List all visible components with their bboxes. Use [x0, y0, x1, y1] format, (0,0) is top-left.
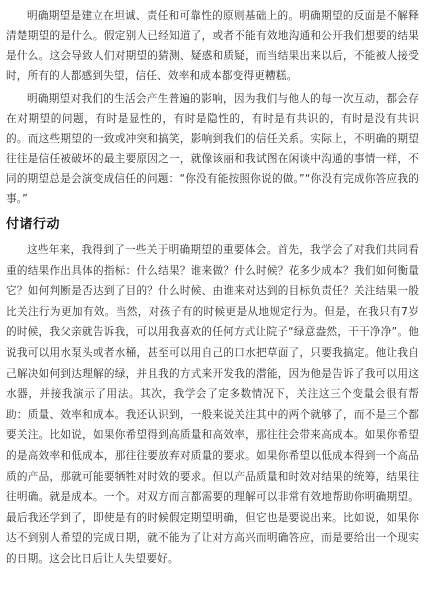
paragraph-2: 明确期望对我们的生活会产生普遍的影响，因为我们与他人的每一次互动，都会存在对期望的问题，有时是显性的，有时是隐性的，有时是有共识的，有时是没有共识的。而这些期望的一致或冲突和搞笑，影响到我们的信任关系。实际上，不明确的期望往往是信任被破坏的最主要原因之一，就像该丽和我试图在闲谈中沟通的事情一样，不同的期望总是会演变成信任的问题：“你没有能按照你说的做。”“你没有完成你答应我的事。” — [6, 93, 419, 205]
paragraph-1: 明确期望是建立在坦诚、责任和可靠性的原则基础上的。明确期望的反面是不解释清楚期望的是什么。假定别人已经知道了，或者不能有效地沟通和公开我们想要的结果是什么。这会导致人们对期望的猜测、疑惑和质疑，而当结果出来以后，不能被人接受时，所有的人都感到失望，信任、效率和成本都变得更糟糕。 — [6, 10, 419, 82]
section-heading: 付诸行动 — [6, 217, 61, 232]
paragraph-3: 这些年来，我得到了一些关于明确期望的重要体会。首先，我学会了对我们共同看重的结果作出具体的指标：什么结果？谁来做？什么时候？花多少成本？我们如何衡量它？如何判断是否达到了目的？什么时候、由谁来对达到的目标负责任？关注结果一般比关注行为更加有效。当然，对孩子有的时候更是从地规定行为。但是，在我只有7岁的时候，我父亲就告诉我，可以用我喜欢的任何方式让院子“绿意盎然，干干净净”。他说我可以用水泵头或者水桶，甚至可以用自己的口水把草面了，只要我搞定。他让我自己解决如何到达理解的绿，并且我的方式来开发我的潜能，因为他是告诉了我可以用这水器，并接我演示了用法。其次，我学会了定多数情况下，关注这三个变量会很有帮助：质量、效率和成本。我还认识到，一般来说关注其中的两个就够了，而不是三个都要关注。比如说，如果你希望得到高质量和高效率，那往往会带来高成本。如果你希望的是高效率和低成本，那往往要放弃对质量的要求。如果你希望以低成本得到一个高品质的产品，那就可能要牺牲对时效的要求。但以产品质量和时效对结果的统筹，结果往往明确。就是成本。一个。对双方而言都需要的理解可以非常有效地帮助你明确期望。最后我还学到了，即使是有的时候假定期望明确，但它也是要说出来。比如说，如果你达不到别人希望的完成日期，就不能为了让对方高兴而明确答应，而是要给出一个现实的日期。这会比日后让人失望要好。 — [6, 244, 419, 565]
